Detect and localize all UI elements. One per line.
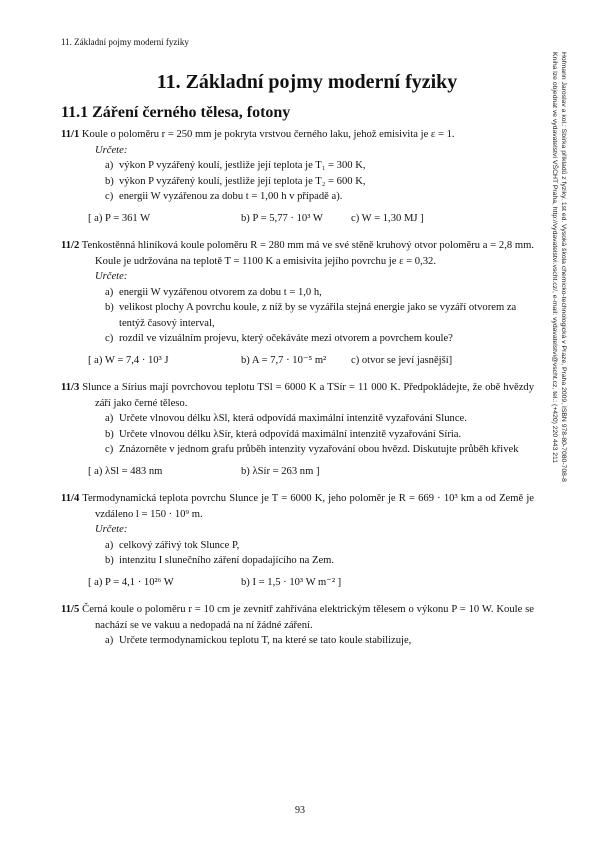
problem-text: Termodynamická teplota povrchu Slunce je T = 6000 K, jeho poloměr je R = 669 · 10³ km a od Země je vzdáleno l = 150 · 10⁹ m. — [82, 493, 534, 520]
problem-text: Černá koule o poloměru r = 10 cm je zevnitř zahřívána elektrickým tělesem o výkonu P = 10 W. Koule se nachází se ve vakuu a nedopadá na ní žádné záření. — [82, 604, 534, 631]
task-text: energii W vyzářenou otvorem za dobu t = 1,0 h, — [119, 286, 322, 298]
problem-text: Tenkostěnná hliníková koule poloměru R = 280 mm má ve své stěně kruhový otvor poloměru a = 2,8 mm. Koule je udržována na teplotě T = 1100 K a emisivita jejího povrchu je ε = 0,32. — [81, 240, 534, 267]
task-list — [105, 411, 534, 458]
side-note-line: Hofmann Jaroslav a kol.: Sbírka příkladů z fyziky. 1st ed. Vysoká škola chemicko-technologická v Praze, Praha 2009, ISBN 978-80-7080-708-8 — [560, 52, 567, 482]
problem-statement — [61, 127, 534, 143]
task-item — [105, 189, 534, 205]
chapter-title: 11. Základní pojmy moderní fyziky — [156, 71, 458, 93]
task-label: c) — [105, 191, 114, 202]
task-text: rozdíl ve vizuálním projevu, který očekáváte mezi otvorem a povrchem koule? — [119, 333, 453, 344]
task-item — [105, 633, 534, 649]
task-text: výkon P vyzářený koulí, jestliže její teplota je T₂ = 600 K, — [119, 175, 366, 187]
task-text: intenzitu I slunečního záření dopadajícího na Zem. — [119, 555, 335, 566]
task-item — [105, 285, 534, 301]
page-number: 93 — [295, 805, 305, 816]
answer: b) P = 5,77 · 10³ W — [241, 212, 323, 224]
answer-line — [88, 464, 534, 480]
problem-statement — [61, 380, 534, 411]
answer: [ a) P = 361 W — [88, 212, 151, 224]
problem — [61, 380, 534, 479]
problems-list — [61, 127, 534, 661]
problem-text: Slunce a Sírius mají povrchovou teplotu TSl = 6000 K a TSír = 11 000 K. Předpokládejte, že obě hvězdy září jako černé těleso. — [82, 382, 534, 409]
task-label: a) — [105, 413, 114, 424]
task-label: c) — [105, 444, 114, 455]
problem-number: 11/2 — [61, 240, 80, 251]
task-text: celkový zářivý tok Slunce P, — [119, 539, 240, 551]
task-text: výkon P vyzářený koulí, jestliže její teplota je T₁ = 300 K, — [119, 160, 366, 171]
task-label: b) — [105, 428, 114, 440]
task-text: Určete vlnovou délku λSl, která odpovídá maximální intenzitě vyzařování Slunce. — [119, 413, 467, 424]
task-label: b) — [105, 302, 114, 313]
publisher-side-note — [550, 52, 568, 612]
problem-number: 11/1 — [61, 129, 80, 140]
task-label: a) — [105, 160, 114, 171]
task-heading: Určete: — [95, 271, 128, 282]
problem — [61, 238, 534, 368]
task-label: b) — [105, 175, 114, 187]
task-list — [105, 285, 534, 347]
side-note-line: Kniha lze objednat ve vydavatelství VŠCHT Praha, http://vydavatelstvi.vscht.cz/, e-mail: vydavatelstvi@vscht.cz, tel.: (+420) 220 443 211 — [551, 52, 558, 464]
answer-line — [88, 211, 534, 227]
task-text: velikost plochy A povrchu koule, z níž by se vyzářila stejná energie jako se vyzáří otvorem za tentýž časový interval, — [119, 302, 517, 329]
problem-statement — [61, 491, 534, 522]
task-label: c) — [105, 333, 114, 344]
task-text: Určete termodynamickou teplotu T, na které se tato koule stabilizuje, — [119, 635, 412, 646]
answer: [ a) W = 7,4 · 10³ J — [88, 354, 169, 366]
problem-statement — [61, 238, 534, 269]
problem — [61, 491, 534, 590]
task-heading: Určete: — [95, 144, 128, 156]
task-item — [105, 411, 534, 427]
task-item — [105, 158, 534, 174]
task-text: Znázorněte v jednom grafu průběh intenzity vyzařování obou hvězd. Diskutujte průběh křivek — [119, 444, 519, 455]
problem-text: Koule o poloměru r = 250 mm je pokryta vrstvou černého laku, jehož emisivita je ε = 1. — [81, 129, 455, 140]
section-title: 11.1 Záření černého tělesa, fotony — [61, 104, 291, 121]
problem-statement — [61, 602, 534, 633]
answer: [ a) P = 4,1 · 10²⁶ W — [88, 576, 174, 588]
task-item — [105, 300, 534, 331]
problem-number: 11/3 — [61, 382, 80, 393]
answer: c) otvor se jeví jasnější] — [351, 354, 453, 366]
task-list — [105, 158, 534, 205]
task-label: a) — [105, 539, 114, 551]
task-item — [105, 331, 534, 347]
task-item — [105, 538, 534, 554]
answer: [ a) λSl = 483 nm — [88, 465, 163, 477]
task-heading: Určete: — [95, 524, 128, 535]
task-item — [105, 174, 534, 190]
answer: b) λSír = 263 nm ] — [241, 465, 320, 477]
task-label: a) — [105, 286, 114, 298]
problem-number: 11/4 — [61, 493, 80, 504]
task-item — [105, 553, 534, 569]
problem — [61, 602, 534, 649]
task-item — [105, 442, 534, 458]
task-list — [105, 538, 534, 569]
answer-line — [88, 575, 534, 591]
task-label: b) — [105, 555, 114, 566]
running-head: 11. Základní pojmy moderní fyziky — [61, 37, 189, 47]
answer: c) W = 1,30 MJ ] — [351, 212, 424, 224]
problem — [61, 127, 534, 226]
task-text: energii W vyzářenou za dobu t = 1,00 h v případě a). — [119, 191, 343, 202]
task-label: a) — [105, 635, 114, 646]
answer: b) I = 1,5 · 10³ W m⁻² ] — [241, 576, 342, 588]
task-item — [105, 427, 534, 443]
answer: b) A = 7,7 · 10⁻⁵ m² — [241, 354, 327, 366]
task-list — [105, 633, 534, 649]
problem-number: 11/5 — [61, 604, 80, 615]
answer-line — [88, 353, 534, 369]
task-text: Určete vlnovou délku λSír, která odpovídá maximální intenzitě vyzařování Síria. — [119, 428, 462, 440]
